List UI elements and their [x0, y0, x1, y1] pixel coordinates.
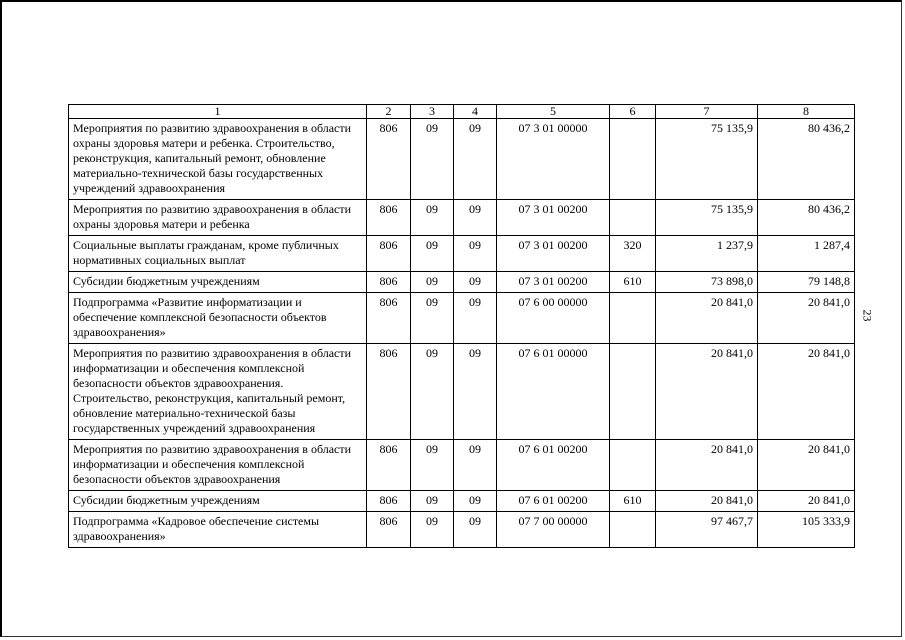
table-row [69, 491, 855, 512]
amount-year1-cell: 20 841,0 [656, 344, 758, 440]
expense-type-cell [610, 200, 656, 236]
table-row [69, 344, 855, 440]
row-name-cell: Подпрограмма «Кадровое обеспечение системы здравоохранения» [69, 512, 367, 548]
row-name-cell: Мероприятия по развитию здравоохранения в области информатизации и обеспечения комплексной безопасности объектов здравоохранения. Строительство, реконструкция, капитальный ремонт, обновление материально-технической базы государственных учреждений здравоохранения [69, 344, 367, 440]
target-article-cell: 07 6 00 00000 [497, 293, 610, 344]
amount-year1-cell: 75 135,9 [656, 119, 758, 200]
amount-year2-cell: 20 841,0 [758, 440, 855, 491]
subsection-code-cell: 09 [454, 200, 497, 236]
header-cell: 3 [411, 105, 454, 119]
expense-type-cell [610, 119, 656, 200]
expense-type-cell [610, 293, 656, 344]
ministry-code-cell: 806 [367, 512, 411, 548]
header-cell: 6 [610, 105, 656, 119]
header-cell: 5 [497, 105, 610, 119]
amount-year2-cell: 20 841,0 [758, 344, 855, 440]
table-header-row [69, 105, 855, 119]
target-article-cell: 07 7 00 00000 [497, 512, 610, 548]
subsection-code-cell: 09 [454, 293, 497, 344]
amount-year2-cell: 80 436,2 [758, 200, 855, 236]
row-name-cell: Мероприятия по развитию здравоохранения в области охраны здоровья матери и ребенка. Строительство, реконструкция, капитальный ремонт, обновление материально-технической базы государственных учреждений здравоохранения [69, 119, 367, 200]
ministry-code-cell: 806 [367, 491, 411, 512]
row-name-cell: Субсидии бюджетным учреждениям [69, 491, 367, 512]
header-cell: 8 [758, 105, 855, 119]
target-article-cell: 07 6 01 00000 [497, 344, 610, 440]
subsection-code-cell: 09 [454, 491, 497, 512]
target-article-cell: 07 3 01 00200 [497, 200, 610, 236]
header-cell: 1 [69, 105, 367, 119]
subsection-code-cell: 09 [454, 236, 497, 272]
page-number: 23 [860, 309, 875, 322]
target-article-cell: 07 6 01 00200 [497, 440, 610, 491]
table-row [69, 293, 855, 344]
table-row [69, 200, 855, 236]
expense-type-cell: 610 [610, 272, 656, 293]
subsection-code-cell: 09 [454, 512, 497, 548]
table-row [69, 440, 855, 491]
amount-year2-cell: 20 841,0 [758, 491, 855, 512]
ministry-code-cell: 806 [367, 236, 411, 272]
expense-type-cell [610, 344, 656, 440]
section-code-cell: 09 [411, 491, 454, 512]
section-code-cell: 09 [411, 119, 454, 200]
table-row [69, 119, 855, 200]
ministry-code-cell: 806 [367, 272, 411, 293]
amount-year1-cell: 20 841,0 [656, 491, 758, 512]
budget-table [68, 104, 855, 548]
section-code-cell: 09 [411, 440, 454, 491]
subsection-code-cell: 09 [454, 272, 497, 293]
target-article-cell: 07 3 01 00200 [497, 236, 610, 272]
row-name-cell: Мероприятия по развитию здравоохранения в области информатизации и обеспечения комплексной безопасности объектов здравоохранения [69, 440, 367, 491]
header-cell: 4 [454, 105, 497, 119]
target-article-cell: 07 3 01 00200 [497, 272, 610, 293]
amount-year1-cell: 73 898,0 [656, 272, 758, 293]
amount-year2-cell: 1 287,4 [758, 236, 855, 272]
amount-year2-cell: 79 148,8 [758, 272, 855, 293]
subsection-code-cell: 09 [454, 440, 497, 491]
amount-year1-cell: 20 841,0 [656, 293, 758, 344]
table-row [69, 272, 855, 293]
row-name-cell: Подпрограмма «Развитие информатизации и обеспечение комплексной безопасности объектов здравоохранения» [69, 293, 367, 344]
table-row [69, 512, 855, 548]
section-code-cell: 09 [411, 512, 454, 548]
ministry-code-cell: 806 [367, 344, 411, 440]
ministry-code-cell: 806 [367, 200, 411, 236]
amount-year1-cell: 75 135,9 [656, 200, 758, 236]
amount-year2-cell: 105 333,9 [758, 512, 855, 548]
expense-type-cell: 610 [610, 491, 656, 512]
section-code-cell: 09 [411, 293, 454, 344]
amount-year1-cell: 20 841,0 [656, 440, 758, 491]
section-code-cell: 09 [411, 236, 454, 272]
target-article-cell: 07 6 01 00200 [497, 491, 610, 512]
expense-type-cell: 320 [610, 236, 656, 272]
ministry-code-cell: 806 [367, 440, 411, 491]
section-code-cell: 09 [411, 272, 454, 293]
expense-type-cell [610, 512, 656, 548]
row-name-cell: Субсидии бюджетным учреждениям [69, 272, 367, 293]
row-name-cell: Социальные выплаты гражданам, кроме публичных нормативных социальных выплат [69, 236, 367, 272]
amount-year1-cell: 1 237,9 [656, 236, 758, 272]
table-row [69, 236, 855, 272]
ministry-code-cell: 806 [367, 293, 411, 344]
section-code-cell: 09 [411, 200, 454, 236]
target-article-cell: 07 3 01 00000 [497, 119, 610, 200]
subsection-code-cell: 09 [454, 344, 497, 440]
ministry-code-cell: 806 [367, 119, 411, 200]
amount-year1-cell: 97 467,7 [656, 512, 758, 548]
subsection-code-cell: 09 [454, 119, 497, 200]
amount-year2-cell: 20 841,0 [758, 293, 855, 344]
section-code-cell: 09 [411, 344, 454, 440]
header-cell: 7 [656, 105, 758, 119]
amount-year2-cell: 80 436,2 [758, 119, 855, 200]
header-cell: 2 [367, 105, 411, 119]
expense-type-cell [610, 440, 656, 491]
row-name-cell: Мероприятия по развитию здравоохранения в области охраны здоровья матери и ребенка [69, 200, 367, 236]
